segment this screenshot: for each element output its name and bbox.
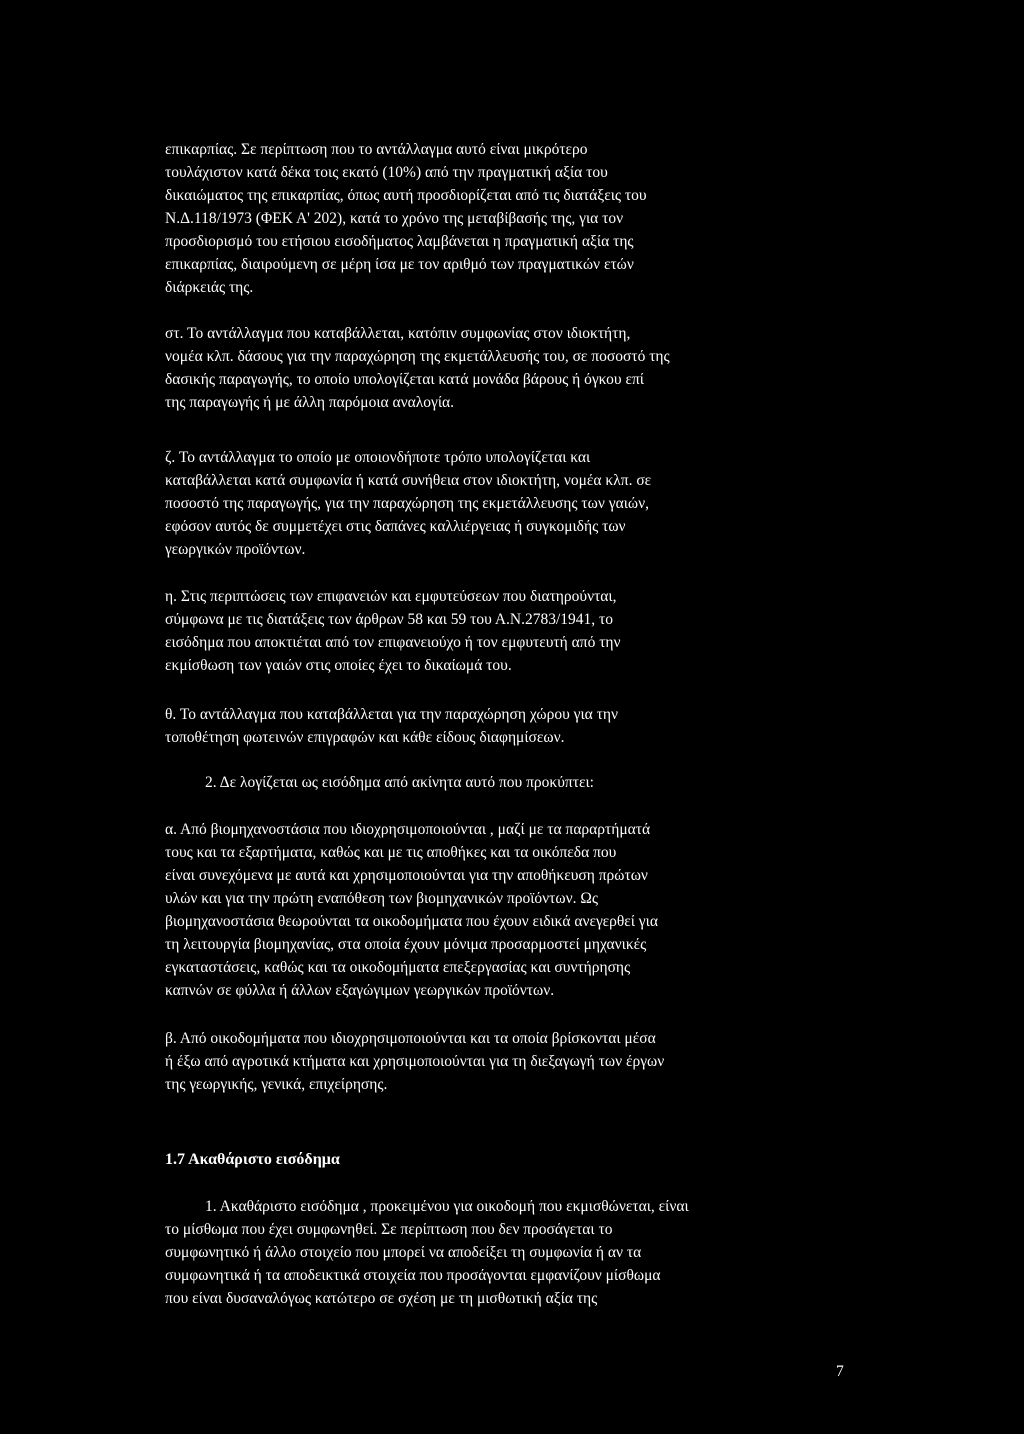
paragraph-b	[165, 1027, 825, 1096]
text-line: β. Από οικοδομήματα που ιδιοχρησιμοποιούνται και τα οποία βρίσκονται μέσα	[165, 1030, 656, 1047]
text-line: υλών και για την πρώτη εναπόθεση των βιομηχανικών προϊόντων. Ως	[165, 890, 599, 907]
text-line: δικαιώματος της επικαρπίας, όπως αυτή προσδιορίζεται από τις διατάξεις του	[165, 187, 647, 204]
text-line: διάρκειάς της.	[165, 279, 254, 296]
text-line: βιομηχανοστάσια θεωρούνται τα οικοδομήματα που έχουν ειδικά ανεγερθεί για	[165, 913, 658, 930]
paragraph-epikarpia	[165, 138, 825, 299]
section-heading: 1.7 Ακαθάριστο εισόδημα	[165, 1151, 340, 1168]
text-line: καταβάλλεται κατά συμφωνία ή κατά συνήθεια στον ιδιοκτήτη, νομέα κλπ. σε	[165, 472, 652, 489]
paragraph-item-2	[165, 771, 825, 794]
text-line: της γεωργικής, γενικά, επιχείρησης.	[165, 1076, 388, 1093]
text-line: νομέα κλπ. δάσους για την παραχώρηση της εκμετάλλευσής του, σε ποσοστό της	[165, 348, 670, 365]
paragraph-i	[165, 585, 825, 677]
text-line: προσδιορισμό του ετήσιου εισοδήματος λαμβάνεται η πραγματική αξία της	[165, 233, 634, 250]
text-line: που είναι δυσαναλόγως κατώτερο σε σχέση με τη μισθωτική αξία της	[165, 1290, 598, 1307]
text-line: η. Στις περιπτώσεις των επιφανειών και εμφυτεύσεων που διατηρούνται,	[165, 588, 617, 605]
text-line: δασικής παραγωγής, το οποίο υπολογίζεται κατά μονάδα βάρους ή όγκου επί	[165, 371, 644, 388]
paragraph-z	[165, 446, 825, 561]
paragraph-th	[165, 703, 825, 749]
text-line: εγκαταστάσεις, καθώς και τα οικοδομήματα επεξεργασίας και συντήρησης	[165, 959, 631, 976]
text-line: στ. Το αντάλλαγμα που καταβάλλεται, κατόπιν συμφωνίας στον ιδιοκτήτη,	[165, 325, 631, 342]
text-line: ζ. Το αντάλλαγμα το οποίο με οποιονδήποτε τρόπο υπολογίζεται και	[165, 449, 591, 466]
text-line: επικαρπίας, διαιρούμενη σε μέρη ίσα με τον αριθμό των πραγματικών ετών	[165, 256, 634, 273]
text-line: τοποθέτηση φωτεινών επιγραφών και κάθε είδους διαφημίσεων.	[165, 729, 565, 746]
text-line: Ν.Δ.118/1973 (ΦΕΚ Α' 202), κατά το χρόνο της μεταβίβασής της, για τον	[165, 210, 624, 227]
text-line: 1. Ακαθάριστο εισόδημα , προκειμένου για οικοδομή που εκμισθώνεται, είναι	[205, 1198, 689, 1215]
text-line: σύμφωνα με τις διατάξεις των άρθρων 58 και 59 του Α.Ν.2783/1941, το	[165, 611, 613, 628]
paragraph-a	[165, 818, 825, 1002]
text-line: συμφωνητικά ή τα αποδεικτικά στοιχεία που προσάγονται εμφανίζουν μίσθωμα	[165, 1267, 661, 1284]
text-line: ή έξω από αγροτικά κτήματα και χρησιμοποιούνται για τη διεξαγωγή των έργων	[165, 1053, 665, 1070]
text-line: εισόδημα που αποκτιέται από τον επιφανειούχο ή τον εμφυτευτή από την	[165, 634, 621, 651]
page-number: 7	[836, 1363, 844, 1380]
text-line: τους και τα εξαρτήματα, καθώς και με τις αποθήκες και τα οικόπεδα που	[165, 844, 617, 861]
text-line: ποσοστό της παραγωγής, για την παραχώρηση της εκμετάλλευσης των γαιών,	[165, 495, 649, 512]
text-line: είναι συνεχόμενα με αυτά και χρησιμοποιούνται για την αποθήκευση πρώτων	[165, 867, 648, 884]
text-line: θ. Το αντάλλαγμα που καταβάλλεται για την παραχώρηση χώρου για την	[165, 706, 619, 723]
paragraph-st	[165, 322, 825, 414]
text-line: καπνών σε φύλλα ή άλλων εξαγώγιμων γεωργικών προϊόντων.	[165, 982, 555, 999]
text-line: το μίσθωμα που έχει συμφωνηθεί. Σε περίπτωση που δεν προσάγεται το	[165, 1221, 613, 1238]
text-line: 2. Δε λογίζεται ως εισόδημα από ακίνητα αυτό που προκύπτει:	[205, 774, 594, 791]
paragraph-gross-income	[165, 1195, 825, 1310]
text-line: τη λειτουργία βιομηχανίας, στα οποία έχουν μόνιμα προσαρμοστεί μηχανικές	[165, 936, 647, 953]
text-line: της παραγωγής ή με άλλη παρόμοια αναλογία.	[165, 394, 455, 411]
text-line: τουλάχιστον κατά δέκα τοις εκατό (10%) από την πραγματική αξία του	[165, 164, 608, 181]
text-line: επικαρπίας. Σε περίπτωση που το αντάλλαγμα αυτό είναι μικρότερο	[165, 141, 588, 158]
text-line: εφόσον αυτός δε συμμετέχει στις δαπάνες καλλιέργειας ή συγκομιδής των	[165, 518, 626, 535]
text-line: συμφωνητικό ή άλλο στοιχείο που μπορεί να αποδείξει τη συμφωνία ή αν τα	[165, 1244, 642, 1261]
text-line: α. Από βιομηχανοστάσια που ιδιοχρησιμοποιούνται , μαζί με τα παραρτήματά	[165, 821, 651, 838]
text-line: εκμίσθωση των γαιών στις οποίες έχει το δικαίωμά του.	[165, 657, 512, 674]
text-line: γεωργικών προϊόντων.	[165, 541, 306, 558]
